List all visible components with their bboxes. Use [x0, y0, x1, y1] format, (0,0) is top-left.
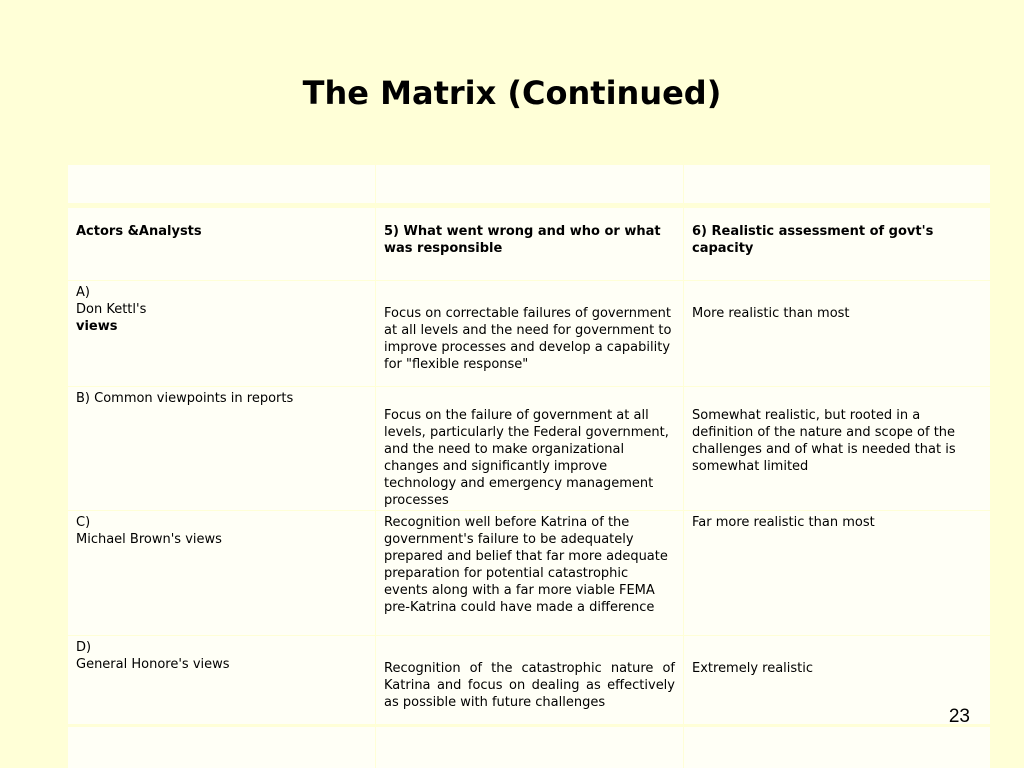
table-row	[68, 281, 990, 386]
assessment-cell: Extremely realistic	[684, 636, 990, 724]
table-row	[68, 511, 990, 635]
empty-cell	[376, 165, 683, 203]
page-number: 23	[948, 706, 970, 727]
empty-cell	[684, 165, 990, 203]
empty-cell	[684, 727, 990, 768]
actor-name: A) Don Kettl's	[76, 285, 147, 317]
header-realistic-assessment: 6) Realistic assessment of govt's capacity	[684, 208, 990, 280]
header-actors: Actors &Analysts	[68, 208, 375, 280]
table-row	[68, 636, 990, 724]
actor-cell	[68, 281, 375, 386]
table-row	[68, 387, 990, 510]
table-row-empty-top	[68, 165, 990, 203]
table-header-row	[68, 208, 990, 280]
slide-title: The Matrix (Continued)	[302, 74, 722, 112]
what-went-wrong-cell: Recognition of the catastrophic nature of Katrina and focus on dealing as effectively as possible with future challenges	[376, 636, 683, 724]
empty-cell	[68, 165, 375, 203]
what-went-wrong-cell: Recognition well before Katrina of the government's failure to be adequately prepared and belief that far more adequate preparation for potential catastrophic events along with a far more viable FEMA pre-Katrina could have made a difference	[376, 511, 683, 635]
empty-cell	[376, 727, 683, 768]
header-what-went-wrong: 5) What went wrong and who or what was responsible	[376, 208, 683, 280]
actor-cell: D) General Honore's views	[68, 636, 375, 724]
what-went-wrong-cell: Focus on correctable failures of government at all levels and the need for government to improve processes and develop a capability for "flexible response"	[376, 281, 683, 386]
empty-cell	[68, 727, 375, 768]
actor-cell: C) Michael Brown's views	[68, 511, 375, 635]
assessment-cell: More realistic than most	[684, 281, 990, 386]
actor-cell: B) Common viewpoints in reports	[68, 387, 375, 510]
table-row-empty-bottom	[68, 727, 990, 768]
what-went-wrong-cell: Focus on the failure of government at all levels, particularly the Federal government, and the need to make organizational changes and significantly improve technology and emergency management processes	[376, 387, 683, 510]
assessment-cell: Somewhat realistic, but rooted in a definition of the nature and scope of the challenges and of what is needed that is somewhat limited	[684, 387, 990, 510]
assessment-cell: Far more realistic than most	[684, 511, 990, 635]
actor-name-bold: views	[76, 319, 118, 334]
